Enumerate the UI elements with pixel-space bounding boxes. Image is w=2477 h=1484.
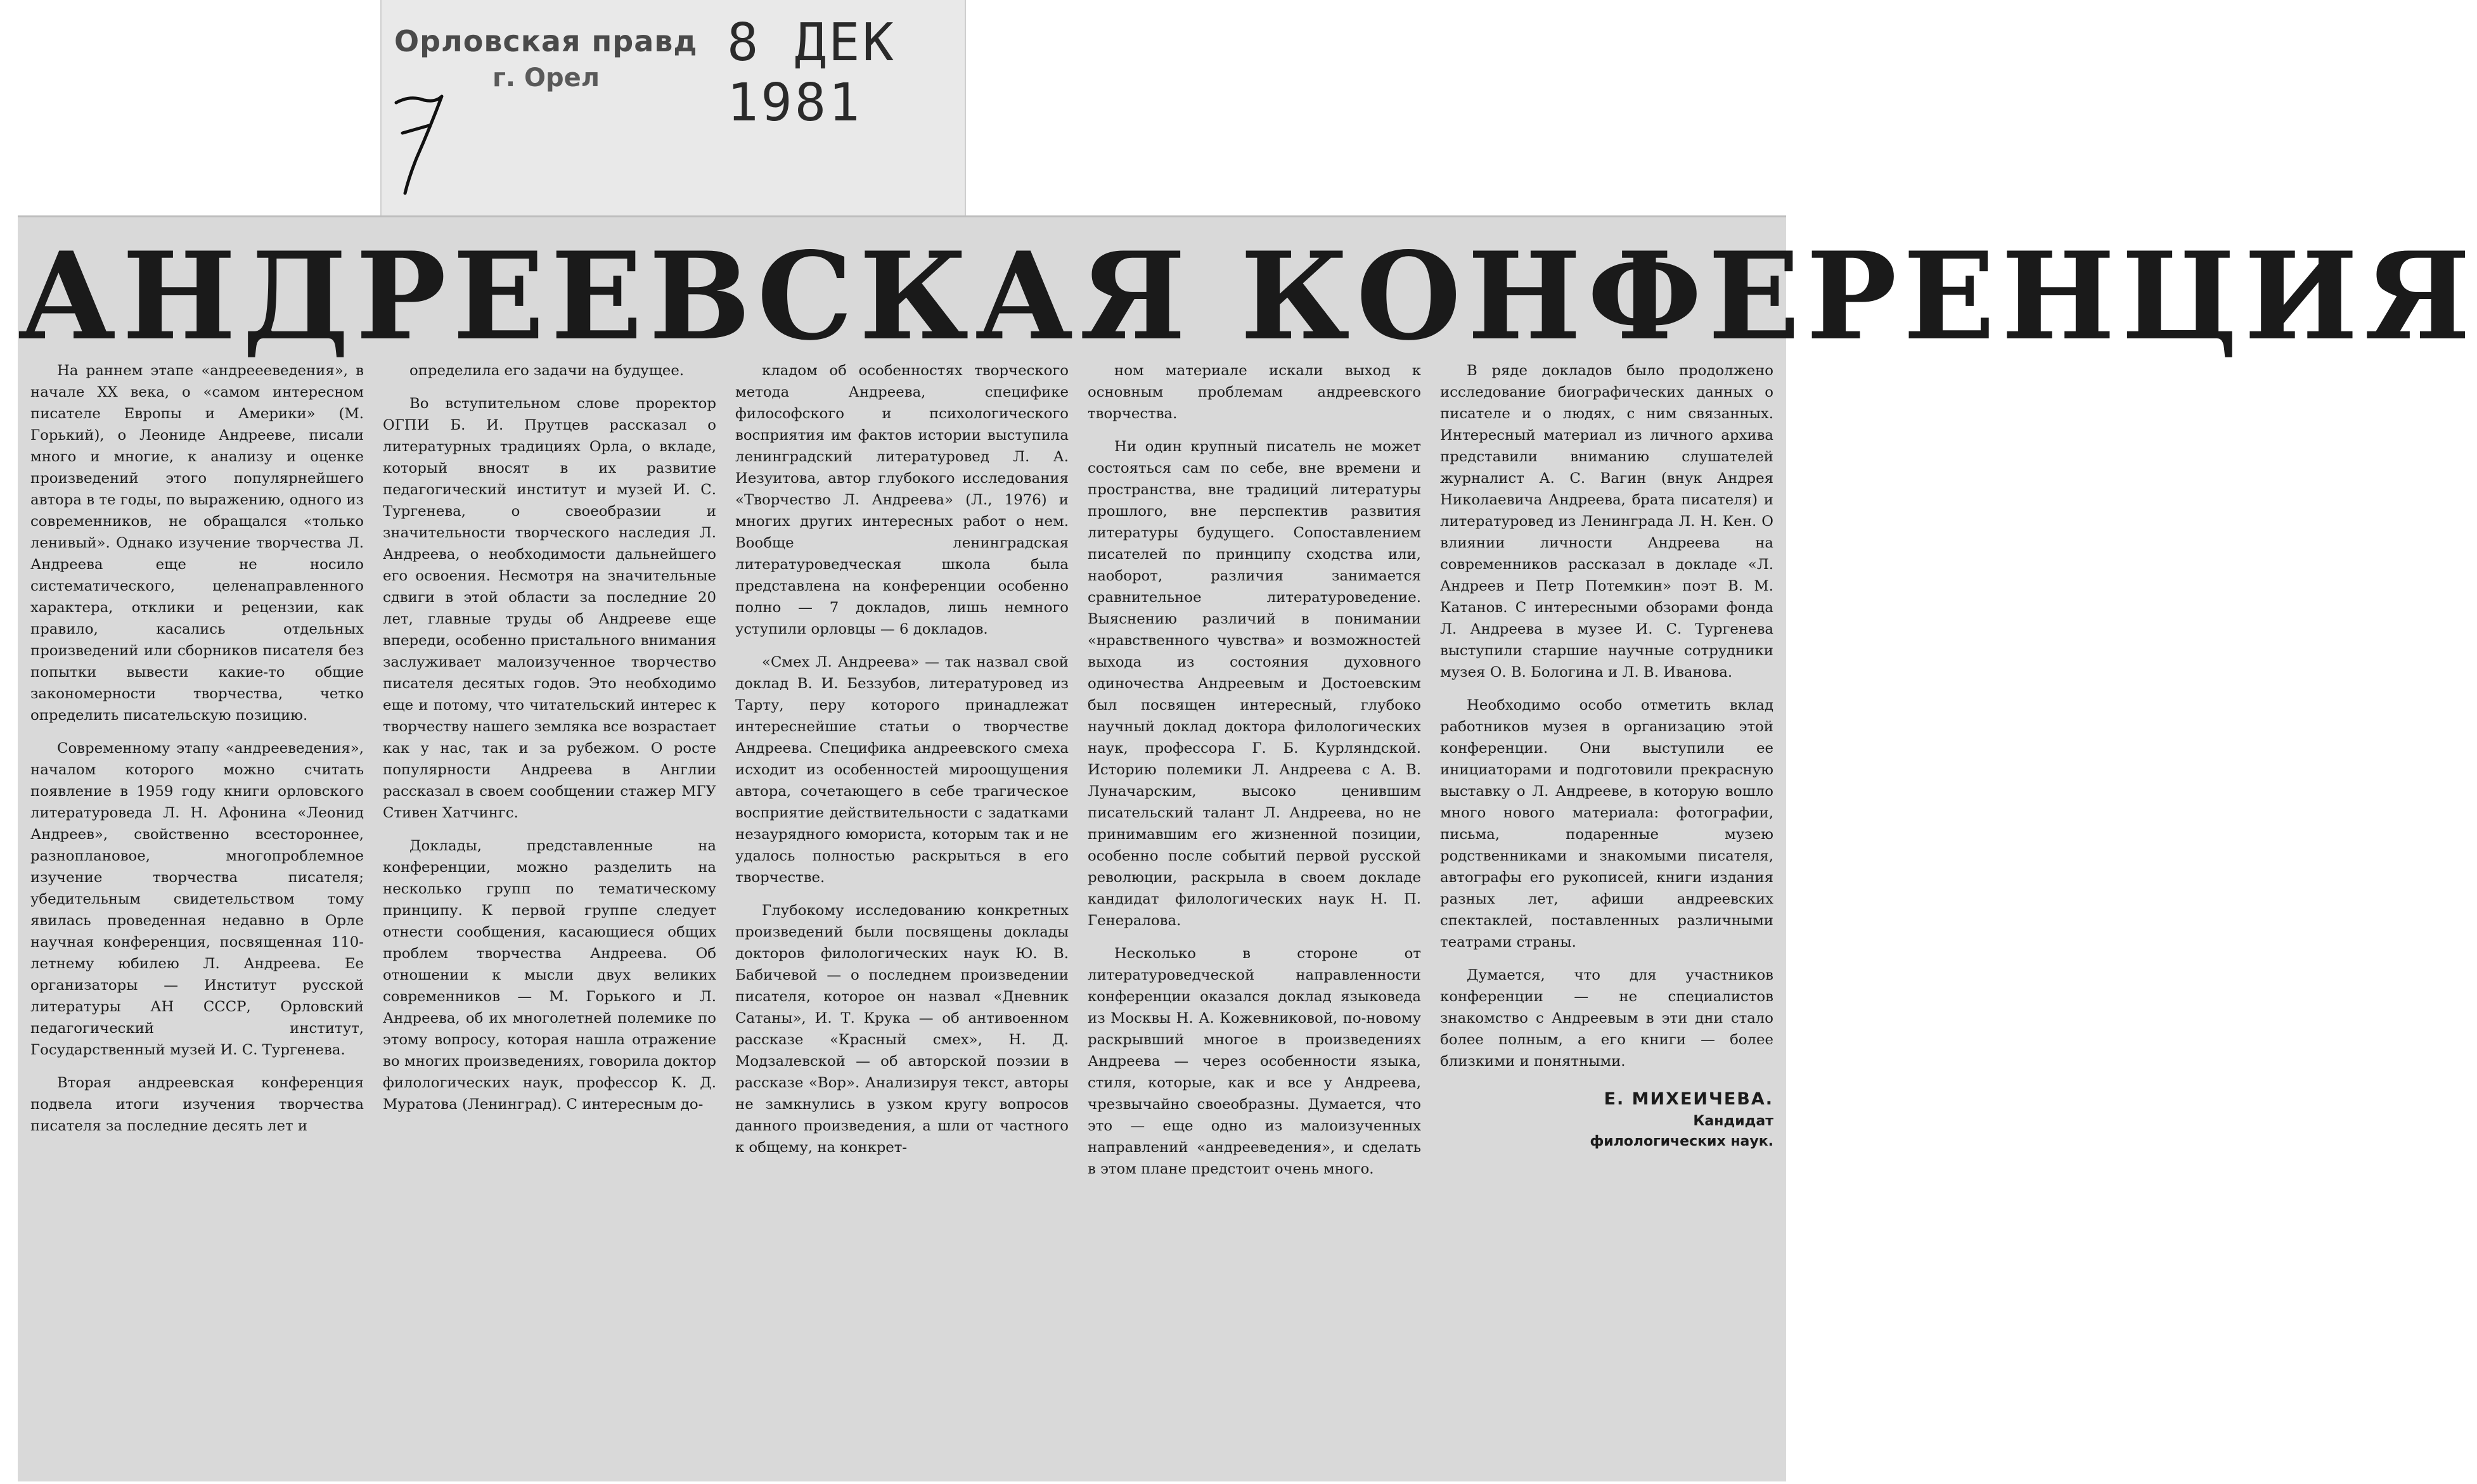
column-5-paragraph-1: В ряде докладов было продолжено исследование биографических данных о писателе и о людях, с ним связанных. Интересный материал из личного архива представили вниманию слушателей журналист А. С. Вагин (внук Андрея Николаевича Андреева, брата писателя) и литературовед из Ленинграда Л. Н. Кен. О влиянии личности Андреева на современников рассказал в докладе «Л. Андреев и Петр Потемкин» поэт В. М. Катанов. С интересными обзорами фонда Л. Андреева в музее И. С. Тургенева выступили старшие научные сотрудники музея О. В. Бологина и Л. В. Иванова.: [1440, 362, 1773, 681]
article-headline: АНДРЕЕВСКАЯ КОНФЕРЕНЦИЯ: [18, 226, 2477, 367]
column-5-paragraph-2: Необходимо особо отметить вклад работников музея в организацию этой конференции. Они выступили ее инициаторами и подготовили прекрасную выставку о Л. Андрееве, в которую вошло много нового материала: фотографии, письма, подаренные музею родственниками и знакомыми писателя, автографы его рукописей, книги издания разных лет, афиши андреевских спектаклей, поставленных различными театрами страны.: [1440, 697, 1773, 950]
article-column-1: [30, 360, 364, 1475]
newspaper-stamp-city: г. Орел: [492, 63, 600, 93]
column-1-paragraph-2: Современному этапу «андрееведения», началом которого можно считать появление в 1959 году книги орловского литературоведа Л. Н. Афонина «Леонид Андреев», свойственно всестороннее, разноплановое, многопроблемное изучение творчества писателя; убедительным свидетельством тому явилась проведенная недавно в Орле научная конференция, посвященная 110-летнему юбилею Л. Андреева. Ее организаторы — Институт русской литературы АН СССР, Орловский педагогический институт, Государственный музей И. С. Тургенева.: [30, 740, 364, 1058]
column-5-paragraph-3: Думается, что для участников конференции — не специалистов знакомство с Андреевым в эти дни стало более полным, а его книги — более близкими и понятными.: [1440, 967, 1773, 1070]
article-column-4: [1088, 360, 1421, 1475]
column-3-paragraph-3: Глубокому исследованию конкретных произведений были посвящены доклады докторов филологических наук Ю. В. Бабичевой — о последнем произведении писателя, которое он назвал «Дневник Сатаны», И. Т. Крука — об антивоенном рассказе «Красный смех», Н. Д. Модзалевской — об авторской поэзии в рассказе «Вор». Анализируя текст, авторы не замкнулись в узком кругу вопросов данного произведения, а шли от частного к общему, на конкрет-: [735, 902, 1069, 1156]
handwritten-mark-icon: [391, 89, 448, 196]
column-2-paragraph-1: определила его задачи на будущее.: [409, 362, 685, 379]
date-stamp: 8 ДЕК 1981: [727, 13, 896, 133]
newspaper-stamp-title: Орловская правд: [394, 24, 698, 58]
article-column-2: [383, 360, 716, 1475]
column-4-paragraph-1: ном материале искали выход к основным проблемам андреевского творчества.: [1088, 362, 1421, 422]
column-2-paragraph-2: Во вступительном слове проректор ОГПИ Б. И. Прутцев рассказал о литературных традициях Орла, о вкладе, который вносят в их развитие педагогический институт и музей И. С. Тургенева, о своеобразии и значительности творческого наследия Л. Андреева, о необходимости дальнейшего его освоения. Несмотря на значительные сдвиги в этой области за последние 20 лет, главные труды об Андрееве еще впереди, особенно пристального внимания заслуживает малоизученное творчество писателя десятых годов. Это необходимо еще и потому, что читательский интерес к творчеству нашего земляка все возрастает как у нас, так и за рубежом. О росте популярности Андреева в Англии рассказал в своем сообщении стажер МГУ Стивен Хатчингс.: [383, 395, 716, 821]
column-2-paragraph-3: Доклады, представленные на конференции, можно разделить на несколько групп по тематическому принципу. К первой группе следует отнести сообщения, касающиеся общих проблем творчества Андреева. Об отношении к мысли двух великих современников — М. Горького и Л. Андреева, об их многолетней полемике по этому вопросу, которая нашла отражение во многих произведениях, говорила доктор филологических наук, профессор К. Д. Муратова (Ленинград). С интересным до-: [383, 838, 716, 1113]
article-body: [30, 360, 1773, 1475]
column-1-paragraph-3: Вторая андреевская конференция подвела итоги изучения творчества писателя за последние десять лет и: [30, 1075, 364, 1134]
column-4-paragraph-3: Несколько в стороне от литературоведческой направленности конференции оказался доклад языковеда из Москвы Н. А. Кожевниковой, по-новому раскрывший многое в произведениях Андреева — через особенности языка, стиля, которые, как и все у Андреева, чрезвычайно своеобразны. Думается, что это — еще одно из малоизученных направлений «андрееведения», и сделать в этом плане предстоит очень много.: [1088, 945, 1421, 1177]
column-3-paragraph-2: «Смех Л. Андреева» — так назвал свой доклад В. И. Беззубов, литературовед из Тарту, перу которого принадлежат интереснейшие статьи о творчестве Андреева. Специфика андреевского смеха исходит из особенностей мироощущения автора, сочетающего в себе трагическое восприятие действительности с задатками незаурядного юмориста, которым так и не удалось полностью раскрыться в его творчестве.: [735, 654, 1069, 886]
article-column-3: [735, 360, 1069, 1475]
column-1-paragraph-1: На раннем этапе «андреееведения», в начале XX века, о «самом интересном писателе Европы и Америки» (М. Горький), о Леониде Андрееве, писали много и многие, к анализу и оценке произведений этого популярнейшего автора в те годы, по выражению, одного из современников, не обращался «только ленивый». Однако изучение творчества Л. Андреева еще не носило систематического, целенаправленного характера, отклики и рецензии, как правило, касались отдельных произведений или сборников писателя без попытки вывести какие-то общие закономерности творчества, четко определить писательскую позицию.: [30, 362, 364, 724]
column-4-paragraph-2: Ни один крупный писатель не может состояться сам по себе, вне времени и пространства, вне традиций литературы прошлого, вне перспектив развития литературы будущего. Сопоставлением писателей по принципу сходства или, наоборот, различия занимается сравнительное литературоведение. Выяснению различий в понимании «нравственного чувства» и возможностей выхода из состояния духовного одиночества Андреевым и Достоевским был посвящен интересный, глубоко научный доклад доктора филологических наук, профессора Г. Б. Курляндской. Историю полемики Л. Андреева с А. В. Луначарским, высоко ценившим писательский талант Л. Андреева, но не принимавшим его жизненной позиции, особенно после событий первой русской революции, раскрыла в своем докладе кандидат филологических наук Н. П. Генералова.: [1088, 438, 1421, 929]
author-name: Е. МИХЕИЧЕВА.: [1604, 1089, 1773, 1109]
archive-stamp-slip: [380, 0, 966, 219]
author-degree-line-2: филологических наук.: [1590, 1134, 1773, 1149]
author-degree-line-1: Кандидат: [1693, 1113, 1773, 1129]
author-signature: [1440, 1087, 1773, 1152]
newspaper-clipping: [18, 215, 2477, 1481]
column-3-paragraph-1: кладом об особенностях творческого метода Андреева, специфике философского и психологического восприятия им фактов истории выступила ленинградский литературовед Л. А. Иезуитова, автор глубокого исследования «Творчество Л. Андреева» (Л., 1976) и многих других интересных работ о нем. Вообще ленинградская литературоведческая школа была представлена на конференции особенно полно — 7 докладов, лишь немного уступили орловцы — 6 докладов.: [735, 362, 1069, 637]
article-column-5: [1440, 360, 1773, 1475]
